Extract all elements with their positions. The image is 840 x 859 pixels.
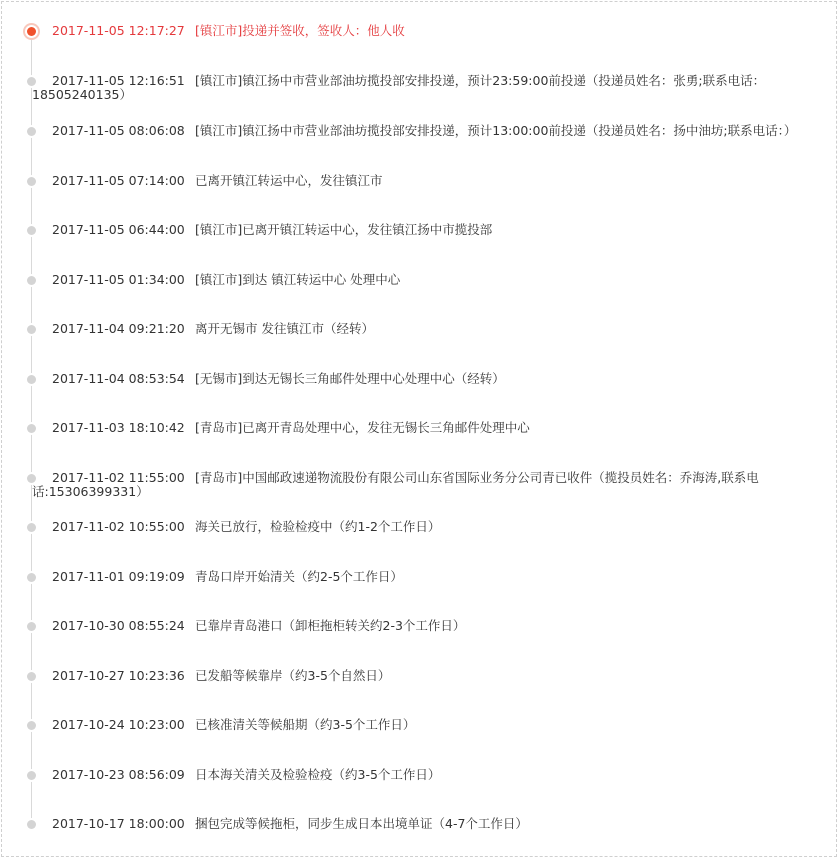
entry-line: [52, 421, 530, 435]
entry-line: [52, 570, 403, 584]
status-dot-icon: [27, 523, 36, 532]
entry-time: 2017-11-05 12:16:51: [52, 73, 185, 88]
entry-time: 2017-10-24 10:23:00: [52, 717, 185, 732]
entry-time: 2017-11-04 09:21:20: [52, 321, 185, 336]
current-status-dot-icon: [27, 27, 36, 36]
entry-line: [52, 768, 440, 782]
entry-time: 2017-10-17 18:00:00: [52, 816, 185, 831]
entry-description: 已发船等候靠岸（约3-5个自然日）: [195, 668, 391, 683]
entry-description-continued: 18505240135）: [32, 87, 132, 102]
status-dot-icon: [27, 375, 36, 384]
entry-description: 已离开镇江转运中心，发往镇江市: [195, 173, 383, 188]
entry-description: [镇江市]投递并签收，签收人：他人收: [195, 23, 405, 38]
entry-description: [无锡市]到达无锡长三角邮件处理中心处理中心（经转）: [195, 371, 505, 386]
entry-time: 2017-11-05 06:44:00: [52, 222, 185, 237]
entry-description: [镇江市]镇江扬中市营业部油坊揽投部安排投递，预计23:59:00前投递（投递员姓名：张勇;联系电话：: [195, 73, 766, 88]
entry-line: [52, 718, 415, 732]
entry-description: [镇江市]镇江扬中市营业部油坊揽投部安排投递，预计13:00:00前投递（投递员姓名：扬中油坊;联系电话：）: [195, 123, 797, 138]
entry-description: 捆包完成等候拖柜，同步生成日本出境单证（4-7个工作日）: [195, 816, 528, 831]
entry-line: [52, 817, 528, 831]
entry-description: 青岛口岸开始清关（约2-5个工作日）: [195, 569, 403, 584]
entry-time: 2017-11-02 10:55:00: [52, 519, 185, 534]
entry-time: 2017-11-05 08:06:08: [52, 123, 185, 138]
entry-description: [镇江市]到达 镇江转运中心 处理中心: [195, 272, 401, 287]
entry-line: [52, 322, 374, 336]
entry-line: [52, 520, 440, 534]
entry-description: 日本海关清关及检验检疫（约3-5个工作日）: [195, 767, 441, 782]
entry-line: [52, 471, 759, 485]
entry-time: 2017-11-04 08:53:54: [52, 371, 185, 386]
status-dot-icon: [27, 77, 36, 86]
entry-time: 2017-11-03 18:10:42: [52, 420, 185, 435]
status-dot-icon: [27, 474, 36, 483]
entry-time: 2017-10-23 08:56:09: [52, 767, 185, 782]
entry-description: [青岛市]中国邮政速递物流股份有限公司山东省国际业务分公司青已收件（揽投员姓名：乔海涛,联系电: [195, 470, 759, 485]
status-dot-icon: [27, 721, 36, 730]
entry-time: 2017-10-30 08:55:24: [52, 618, 185, 633]
entry-description: 已靠岸青岛港口（卸柜拖柜转关约2-3个工作日）: [195, 618, 466, 633]
entry-line: [52, 174, 383, 188]
entry-line: [52, 124, 796, 138]
status-dot-icon: [27, 127, 36, 136]
status-dot-icon: [27, 672, 36, 681]
status-dot-icon: [27, 276, 36, 285]
entry-description-continued: 话:15306399331）: [32, 484, 149, 499]
entry-line: [52, 223, 492, 237]
status-dot-icon: [27, 820, 36, 829]
entry-time: 2017-11-01 09:19:09: [52, 569, 185, 584]
entry-description: 离开无锡市 发往镇江市（经转）: [195, 321, 374, 336]
entry-line: [52, 74, 765, 88]
entry-line: [52, 273, 400, 287]
status-dot-icon: [27, 226, 36, 235]
entry-time: 2017-11-05 01:34:00: [52, 272, 185, 287]
entry-description: [青岛市]已离开青岛处理中心，发往无锡长三角邮件处理中心: [195, 420, 530, 435]
status-dot-icon: [27, 177, 36, 186]
status-dot-icon: [27, 325, 36, 334]
entry-line: [52, 372, 505, 386]
entry-description: 已核准清关等候船期（约3-5个工作日）: [195, 717, 416, 732]
entry-line: [52, 619, 465, 633]
status-dot-icon: [27, 771, 36, 780]
status-dot-icon: [27, 424, 36, 433]
entry-time: 2017-11-05 07:14:00: [52, 173, 185, 188]
entry-time: 2017-11-05 12:17:27: [52, 23, 185, 38]
entry-time: 2017-11-02 11:55:00: [52, 470, 185, 485]
entry-time: 2017-10-27 10:23:36: [52, 668, 185, 683]
status-dot-icon: [27, 573, 36, 582]
entry-description: 海关已放行，检验检疫中（约1-2个工作日）: [195, 519, 441, 534]
entry-description: [镇江市]已离开镇江转运中心，发往镇江扬中市揽投部: [195, 222, 493, 237]
entry-line: [52, 24, 405, 38]
entry-line: [52, 669, 390, 683]
status-dot-icon: [27, 622, 36, 631]
